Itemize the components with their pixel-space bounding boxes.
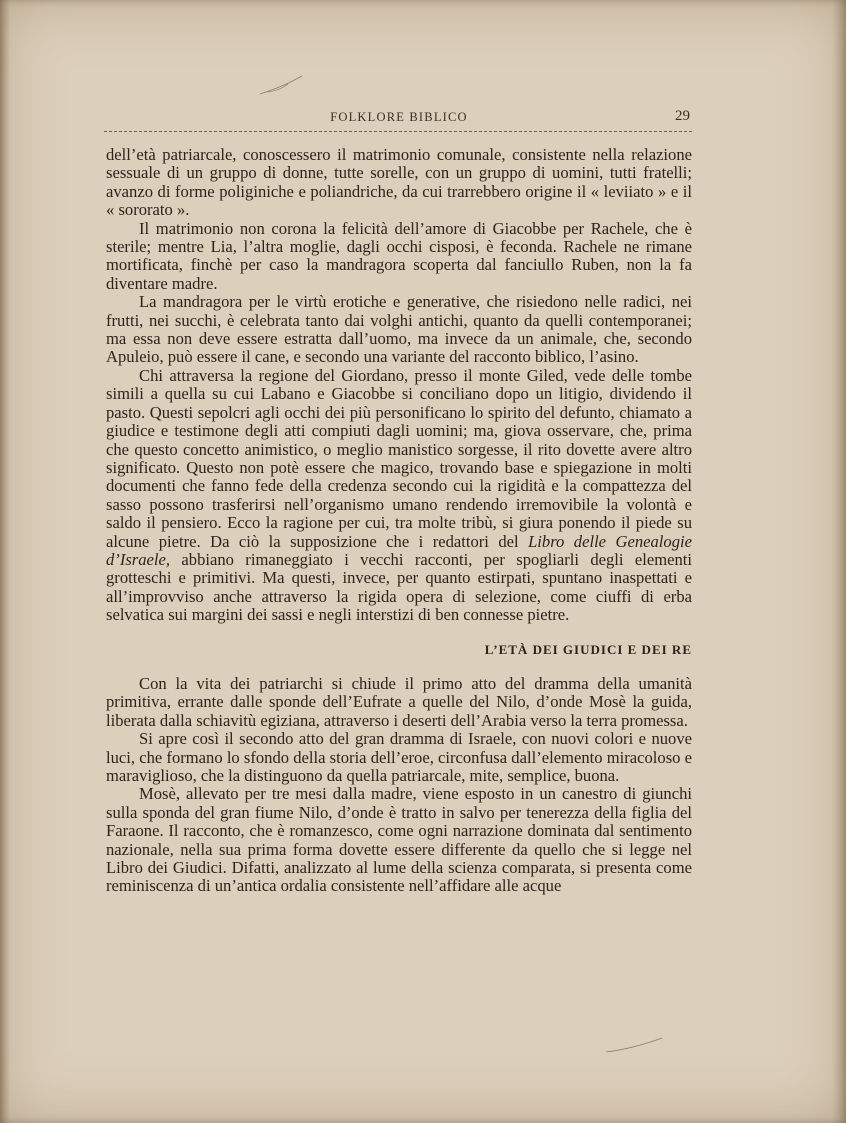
paragraph: Con la vita dei patriarchi si chiude il primo atto del dramma della umanità primitiva, errante dalle sponde dell’Eufrate a quelle del Nilo, d’onde Mosè la guida, liberata dalla schiavitù egiziana, attraverso i deserti dell’Arabia verso la terra promessa. — [106, 673, 692, 730]
paragraph: Il matrimonio non corona la felicità dell’amore di Giacobbe per Rachele, che è sterile; mentre Lia, l’altra moglie, dagli occhi cisposi, è feconda. Rachele ne rimane mortificata, finchè per caso la mandragora scoperta dal fanciullo Ruben, non la fa diventare madre. — [106, 218, 692, 293]
italic-book-title: Libro delle Genealogie d’Israele, — [106, 531, 692, 569]
running-head-title: FOLKLORE BIBLICO — [330, 110, 468, 124]
pencil-mark-top — [258, 72, 304, 98]
page-edge-shadow-right — [832, 0, 846, 1123]
paragraph: La mandragora per le virtù erotiche e generative, che risiedono nelle radici, nei frutti, nei succhi, è celebrata tanto dai volghi antichi, quanto da quelli contemporanei; ma essa non deve essere estratta dall’uomo, ma invece da un animale, che, secondo Apuleio, può essere il cane, e secondo una variante del racconto biblico, l’asino. — [106, 292, 692, 367]
paragraph-part: abbiano rimaneggiato i vecchi racconti, per spogliarli degli elementi grotteschi e primitivi. Ma questi, invece, per quanto estirpati, spuntano inaspettati e all’improvviso anche attraverso la rigida opera di selezione, come ciuffi di erba selvatica sui margini dei sassi e negli interstizi di ben connesse pietre. — [106, 549, 692, 625]
paragraph: Si apre così il secondo atto del gran dramma di Israele, con nuovi colori e nuove luci, che formano lo sfondo della storia dell’eroe, circonfusa dall’elemento miracoloso e maraviglioso, che la distinguono da quella patriarcale, mite, semplice, buona. — [106, 729, 692, 785]
paragraph: Mosè, allevato per tre mesi dalla madre, viene esposto in un canestro di giunchi sulla sponda del gran fiume Nilo, d’onde è tratto in salvo per tenerezza della figlia del Faraone. Il racconto, che è romanzesco, come ogni narrazione dominata dal sentimento nazionale, nella sua prima forma dovette essere differente da quello che si legge nel Libro dei Giudici. Difatti, analizzato al lume della scienza comparata, si presenta come reminiscenza di un’antica ordalia consistente nell’affidare alle acque — [106, 784, 692, 896]
body-text — [106, 146, 692, 896]
page-number: 29 — [675, 108, 690, 124]
pencil-mark-bottom — [604, 1036, 664, 1056]
paragraph-with-title — [106, 367, 692, 625]
paragraph: dell’età patriarcale, conoscessero il matrimonio comunale, consistente nella relazione sessuale di un gruppo di donne, tutte sorelle, con un gruppo di uomini, tutti fratelli; avanzo di forme poliginiche e poliandriche, da cui trarrebbero origine il « leviiato » e il « sororato ». — [106, 145, 692, 220]
running-head — [108, 110, 690, 128]
header-rule — [104, 131, 692, 132]
section-heading: L’ETÀ DEI GIUDICI E DEI RE — [484, 641, 692, 657]
paragraph-part: Chi attraversa la regione del Giordano, presso il monte Giled, vede delle tombe simili a quella su cui Labano e Giacobbe si conciliano dopo un litigio, dividendo il pasto. Questi sepolcri agli occhi dei più personificano lo spirito del defunto, chiamato a giudice e testimone degli atti compiuti dagli uomini; ma, giova osservare, che, prima che questo concetto animistico, o meglio manistico sorgesse, il rito dovette avere altro significato. Questo non potè essere che magico, trovando base e spiegazione in molti documenti che fanno fede della credenza secondo cui la rigidità e la compattezza del sasso possono trasferirsi nell’organismo umano rendendo irremovibile la volontà e saldo il pensiero. Ecco la ragione per cui, tra molte tribù, si giura ponendo il piede su alcune pietre. Da ciò la supposizione che i redattori del — [106, 365, 692, 551]
page-edge-shadow-left — [0, 0, 10, 1123]
